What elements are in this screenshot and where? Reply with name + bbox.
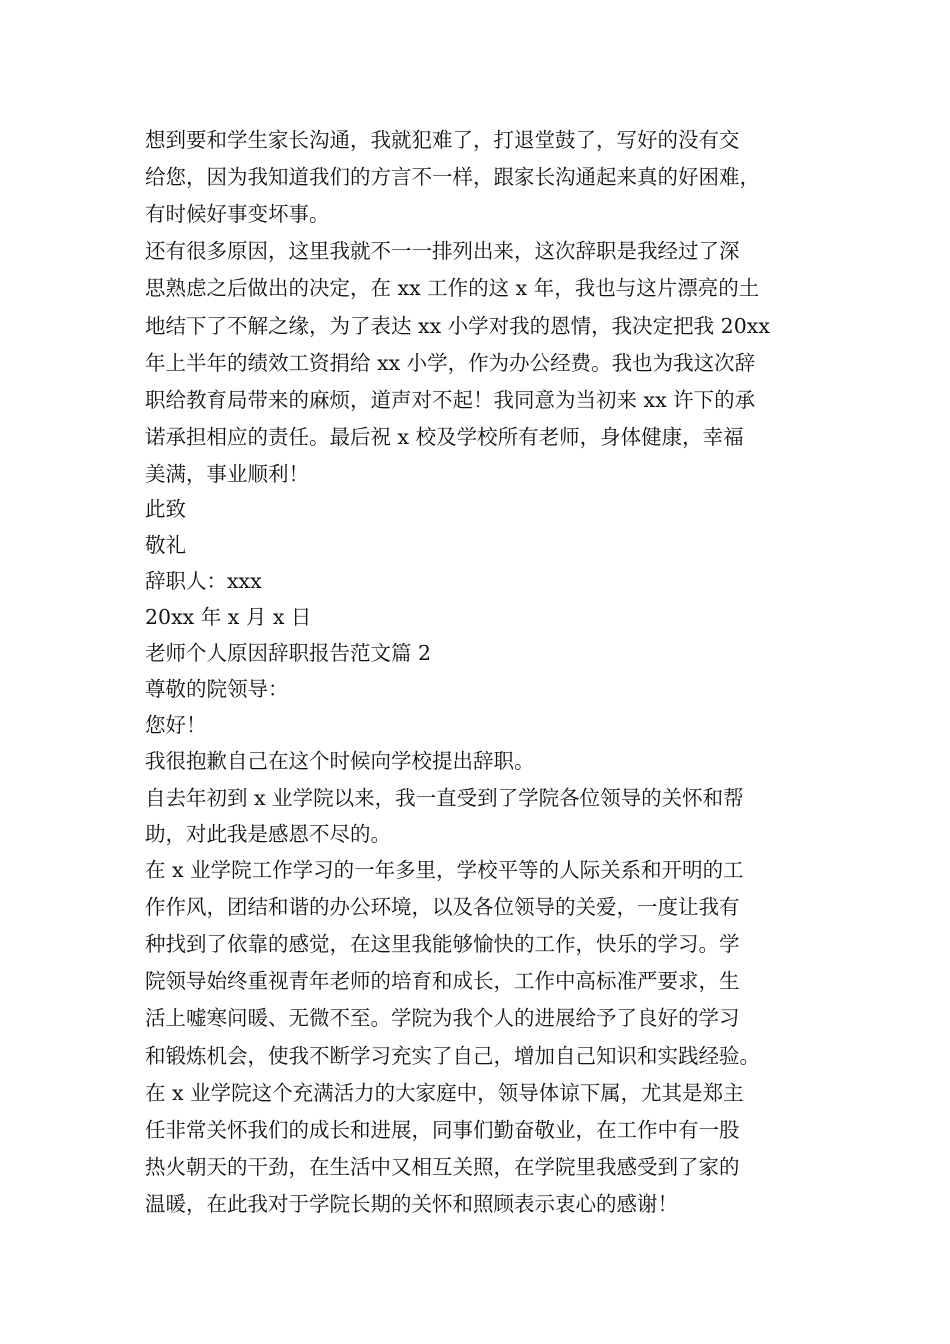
text-line: 我很抱歉自己在这个时候向学校提出辞职。 [145,749,535,773]
closing-line: 此致 [145,497,186,521]
date-line: 20xx 年 x 月 x 日 [145,605,312,629]
text-line: 在 x 业学院这个充满活力的大家庭中，领导体谅下属，尤其是郑主 [145,1081,744,1105]
text-line: 想到要和学生家长沟通，我就犯难了，打退堂鼓了，写好的没有交 [145,128,740,152]
text-line: 诺承担相应的责任。最后祝 x 校及学校所有老师，身体健康，幸福 [145,425,744,449]
section-heading: 老师个人原因辞职报告范文篇 2 [145,641,432,665]
text-line: 热火朝天的干劲，在生活中又相互关照，在学院里我感受到了家的 [145,1155,740,1179]
text-line: 种找到了依靠的感觉，在这里我能够愉快的工作，快乐的学习。学 [145,932,740,956]
salutation-line: 敬礼 [145,533,186,557]
text-line: 自去年初到 x 业学院以来，我一直受到了学院各位领导的关怀和帮 [145,786,744,810]
text-line: 作作风，团结和谐的办公环境，以及各位领导的关爱，一度让我有 [145,895,740,919]
text-line: 思熟虑之后做出的决定，在 xx 工作的这 x 年，我也与这片漂亮的土 [145,276,760,300]
text-line: 有时候好事变坏事。 [145,202,330,226]
text-line: 还有很多原因，这里我就不一一排列出来，这次辞职是我经过了深 [145,239,740,263]
text-line: 给您，因为我知道我们的方言不一样，跟家长沟通起来真的好困难， [145,165,760,189]
text-line: 活上嘘寒问暖、无微不至。学院为我个人的进展给予了良好的学习 [145,1006,740,1030]
signature-line: 辞职人：xxx [145,569,262,593]
text-line: 在 x 业学院工作学习的一年多里，学校平等的人际关系和开明的工 [145,858,744,882]
greeting-line: 您好！ [145,713,207,737]
text-line: 美满，事业顺利！ [145,462,309,486]
greeting-line: 尊敬的院领导： [145,677,289,701]
text-line: 温暖，在此我对于学院长期的关怀和照顾表示衷心的感谢！ [145,1192,678,1216]
text-line: 和锻炼机会，使我不断学习充实了自己，增加自己知识和实践经验。 [145,1044,760,1068]
text-line: 院领导始终重视青年老师的培育和成长，工作中高标准严要求，生 [145,969,740,993]
text-line: 年上半年的绩效工资捐给 xx 小学，作为办公经费。我也为我这次辞 [145,351,756,375]
text-line: 助，对此我是感恩不尽的。 [145,822,391,846]
text-line: 职给教育局带来的麻烦，道声对不起！我同意为当初来 xx 许下的承 [145,388,756,412]
text-line: 地结下了不解之缘，为了表达 xx 小学对我的恩情，我决定把我 20xx [145,314,770,338]
text-line: 任非常关怀我们的成长和进展，同事们勤奋敬业，在工作中有一股 [145,1118,740,1142]
